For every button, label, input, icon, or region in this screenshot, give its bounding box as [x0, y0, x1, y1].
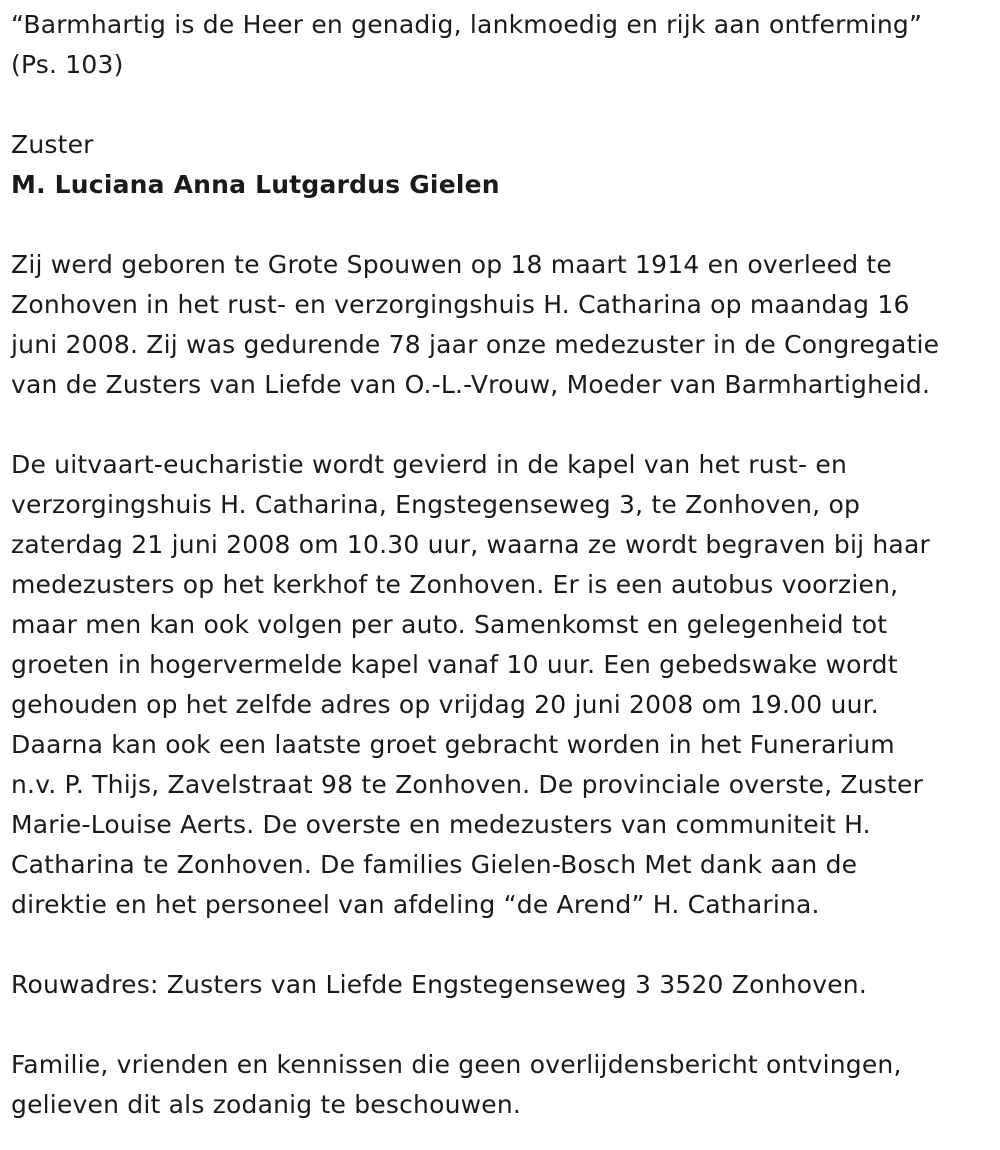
psalm-quote	[11, 5, 1000, 85]
paragraph-line: Marie-Louise Aerts. De overste en medezusters van communiteit H.	[11, 810, 871, 839]
psalm-quote-text: “Barmhartig is de Heer en genadig, lankmoedig en rijk aan ontferming”	[11, 10, 923, 39]
funeral-paragraph	[11, 445, 1000, 925]
paragraph-line: verzorgingshuis H. Catharina, Engstegenseweg 3, te Zonhoven, op	[11, 490, 861, 519]
salutation: Zuster	[11, 130, 94, 159]
paragraph-line: maar men kan ook volgen per auto. Samenkomst en gelegenheid tot	[11, 610, 888, 639]
deceased-name: M. Luciana Anna Lutgardus Gielen	[11, 170, 500, 199]
paragraph-line: groeten in hogervermelde kapel vanaf 10 uur. Een gebedswake wordt	[11, 650, 898, 679]
paragraph-line: Daarna kan ook een laatste groet gebracht worden in het Funerarium	[11, 730, 895, 759]
paragraph-line: medezusters op het kerkhof te Zonhoven. Er is een autobus voorzien,	[11, 570, 899, 599]
paragraph-line: gehouden op het zelfde adres op vrijdag 20 juni 2008 om 19.00 uur.	[11, 690, 879, 719]
paragraph-line: juni 2008. Zij was gedurende 78 jaar onze medezuster in de Congregatie	[11, 330, 940, 359]
birth-death-paragraph	[11, 245, 1000, 405]
paragraph-line: gelieven dit als zodanig te beschouwen.	[11, 1090, 522, 1119]
paragraph-line: n.v. P. Thijs, Zavelstraat 98 te Zonhoven. De provinciale overste, Zuster	[11, 770, 924, 799]
paragraph-line: zaterdag 21 juni 2008 om 10.30 uur, waarna ze wordt begraven bij haar	[11, 530, 930, 559]
mourning-address: Rouwadres: Zusters van Liefde Engstegenseweg 3 3520 Zonhoven.	[11, 970, 867, 999]
paragraph-line: Zonhoven in het rust- en verzorgingshuis H. Catharina op maandag 16	[11, 290, 910, 319]
closing-paragraph	[11, 1045, 1000, 1125]
paragraph-line: van de Zusters van Liefde van O.-L.-Vrouw, Moeder van Barmhartigheid.	[11, 370, 931, 399]
paragraph-line: De uitvaart-eucharistie wordt gevierd in de kapel van het rust- en	[11, 450, 848, 479]
paragraph-line: Familie, vrienden en kennissen die geen overlijdensbericht ontvingen,	[11, 1050, 902, 1079]
paragraph-line: direktie en het personeel van afdeling “de Arend” H. Catharina.	[11, 890, 820, 919]
paragraph-line: Catharina te Zonhoven. De families Gielen-Bosch Met dank aan de	[11, 850, 858, 879]
paragraph-line: Zij werd geboren te Grote Spouwen op 18 maart 1914 en overleed te	[11, 250, 893, 279]
psalm-reference: (Ps. 103)	[11, 50, 124, 79]
